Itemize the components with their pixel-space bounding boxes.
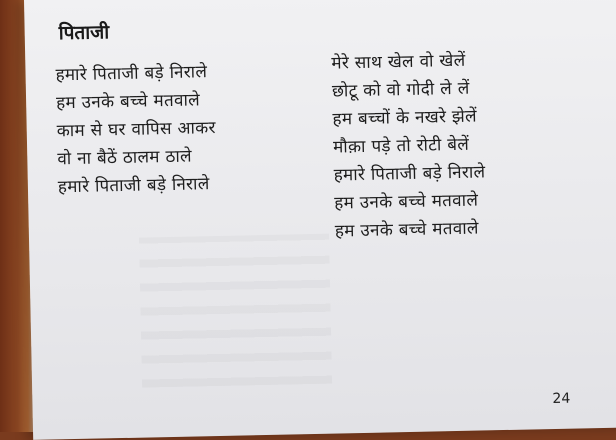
poem-line: हम उनके बच्चे मतवाले [55, 90, 201, 114]
poem-line: हमारे पिताजी बड़े निराले [333, 162, 486, 186]
poem-line: हमारे पिताजी बड़े निराले [55, 62, 208, 86]
poem-line: छोटू को वो गोदी ले लें [331, 78, 470, 102]
left-stanza [55, 58, 217, 201]
right-stanza [331, 46, 487, 245]
poem-line: हम उनके बच्चे मतवाले [334, 218, 479, 242]
page-number: 24 [552, 390, 571, 408]
poem-line: काम से घर वापिस आकर [56, 118, 216, 142]
poem-line: मेरे साथ खेल वो खेलें [331, 50, 466, 74]
poem-line: हमारे पिताजी बड़े निराले [57, 174, 210, 198]
poem-line: वो ना बैठें ठालम ठाले [57, 146, 193, 170]
poem-line: हम उनके बच्चे मतवाले [334, 190, 479, 214]
poem-line: हम बच्चों के नखरे झेलें [332, 106, 478, 130]
book-page [24, 0, 616, 440]
poem-title: पिताजी [58, 21, 110, 45]
show-through-print [139, 234, 332, 388]
poem-line: मौक़ा पड़े तो रोटी बेलें [332, 134, 470, 158]
